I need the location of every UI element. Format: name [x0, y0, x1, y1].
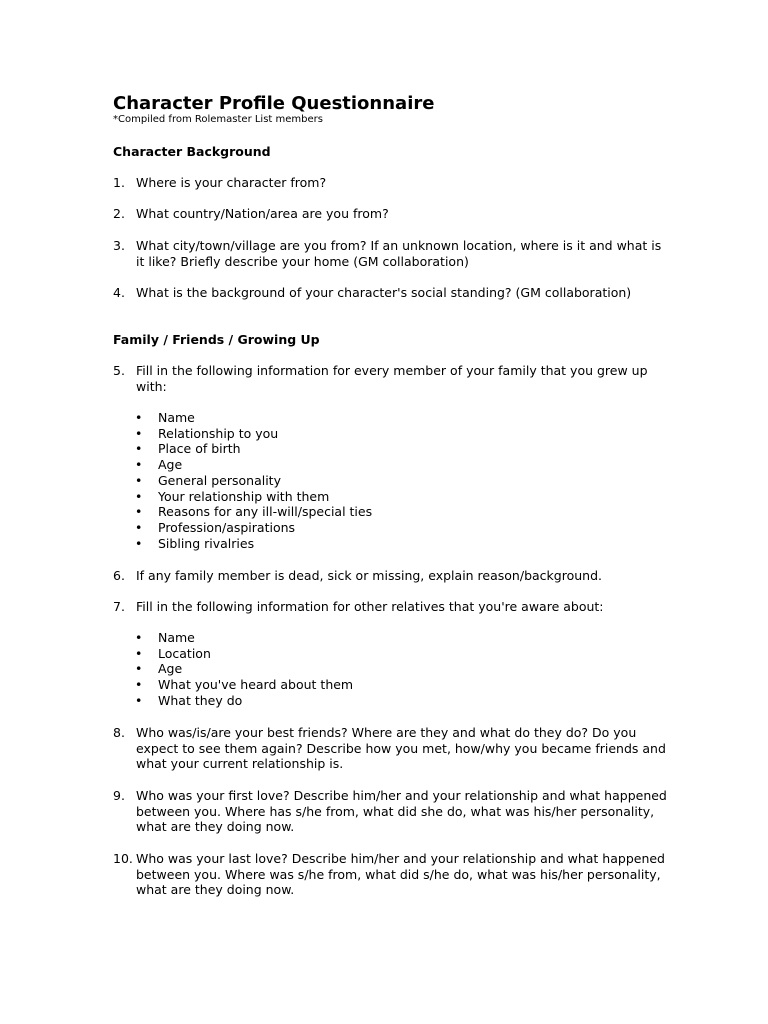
question-number: 6.: [113, 568, 125, 583]
section-heading-character-background: Character Background: [113, 144, 271, 159]
bullet-icon: •: [135, 519, 143, 535]
question-9: [113, 788, 673, 835]
bullet-icon: •: [135, 630, 143, 645]
list-item: [113, 489, 372, 505]
list-item-label: Profession/aspirations: [158, 519, 296, 535]
question-text: What is the background of your character's social standing? (GM collaboration): [136, 285, 632, 300]
question-text: Who was your last love? Describe him/her and your relationship and what happened between you. Where was s/he from, what did s/he do, what was his/her personality, what are they doing now.: [136, 851, 665, 898]
list-item: [113, 661, 353, 677]
list-item: [113, 473, 372, 489]
bullet-icon: •: [135, 535, 143, 551]
list-item: [113, 520, 372, 536]
question-number: 7.: [113, 599, 125, 614]
question-text: Who was/is/are your best friends? Where are they and what do they do? Do you expect to see them again? Describe how you met, how/why you became friends and what your current relationship is.: [136, 725, 666, 772]
page-title: Character Profile Questionnaire: [113, 93, 435, 114]
list-item-label: What you've heard about them: [158, 677, 354, 693]
bullet-icon: •: [135, 504, 143, 520]
list-item-label: General personality: [158, 472, 281, 488]
bullet-icon: •: [135, 441, 143, 457]
list-item: [113, 426, 372, 442]
page-subtitle: *Compiled from Rolemaster List members: [113, 114, 323, 125]
question-6: [113, 568, 673, 584]
list-item: [113, 677, 353, 693]
question-number: 1.: [113, 175, 125, 190]
question-text: Fill in the following information for other relatives that you're aware about:: [136, 599, 604, 614]
list-item: [113, 536, 372, 552]
question-1: [113, 175, 673, 191]
question-number: 3.: [113, 238, 125, 253]
question-number: 10.: [113, 851, 133, 866]
bullet-icon: •: [135, 410, 143, 425]
list-item: [113, 504, 372, 520]
list-item-label: What they do: [158, 692, 243, 708]
bullet-icon: •: [135, 425, 143, 441]
bullet-icon: •: [135, 472, 143, 488]
list-item-label: Sibling rivalries: [158, 535, 255, 551]
bullet-icon: •: [135, 488, 143, 504]
section-heading-family-friends: Family / Friends / Growing Up: [113, 332, 320, 347]
relatives-info-list: [113, 630, 353, 709]
list-item-label: Reasons for any ill-will/special ties: [158, 504, 373, 520]
question-3: [113, 238, 673, 269]
list-item: [113, 630, 353, 646]
list-item: [113, 646, 353, 662]
list-item-label: Age: [158, 457, 183, 473]
list-item: [113, 693, 353, 709]
list-item-label: Relationship to you: [158, 425, 279, 441]
question-text: What city/town/village are you from? If an unknown location, where is it and what is it like? Briefly describe your home (GM collaboration): [136, 238, 662, 269]
list-item-label: Your relationship with them: [158, 488, 330, 504]
list-item-label: Name: [158, 630, 195, 645]
list-item: [113, 410, 372, 426]
list-item: [113, 441, 372, 457]
question-number: 8.: [113, 725, 125, 740]
question-text: Where is your character from?: [136, 175, 327, 190]
question-text: Who was your first love? Describe him/her and your relationship and what happened between you. Where has s/he from, what did she do, what was his/her personality, what are they doing now.: [136, 788, 667, 835]
bullet-icon: •: [135, 692, 143, 708]
question-text: What country/Nation/area are you from?: [136, 206, 389, 221]
question-number: 4.: [113, 285, 125, 300]
bullet-icon: •: [135, 661, 143, 677]
bullet-icon: •: [135, 457, 143, 473]
question-7: [113, 599, 673, 615]
family-member-info-list: [113, 410, 372, 551]
question-number: 9.: [113, 788, 125, 803]
list-item-label: Location: [158, 645, 211, 661]
list-item-label: Age: [158, 661, 183, 677]
question-number: 2.: [113, 206, 125, 221]
question-8: [113, 725, 673, 772]
bullet-icon: •: [135, 677, 143, 693]
list-item-label: Place of birth: [158, 441, 241, 457]
bullet-icon: •: [135, 645, 143, 661]
question-10: [113, 851, 673, 898]
question-2: [113, 206, 673, 222]
question-number: 5.: [113, 363, 125, 378]
list-item: [113, 457, 372, 473]
question-4: [113, 285, 673, 301]
question-5: [113, 363, 673, 394]
question-text: If any family member is dead, sick or missing, explain reason/background.: [136, 568, 602, 583]
list-item-label: Name: [158, 410, 195, 425]
question-text: Fill in the following information for every member of your family that you grew up with:: [136, 363, 648, 394]
